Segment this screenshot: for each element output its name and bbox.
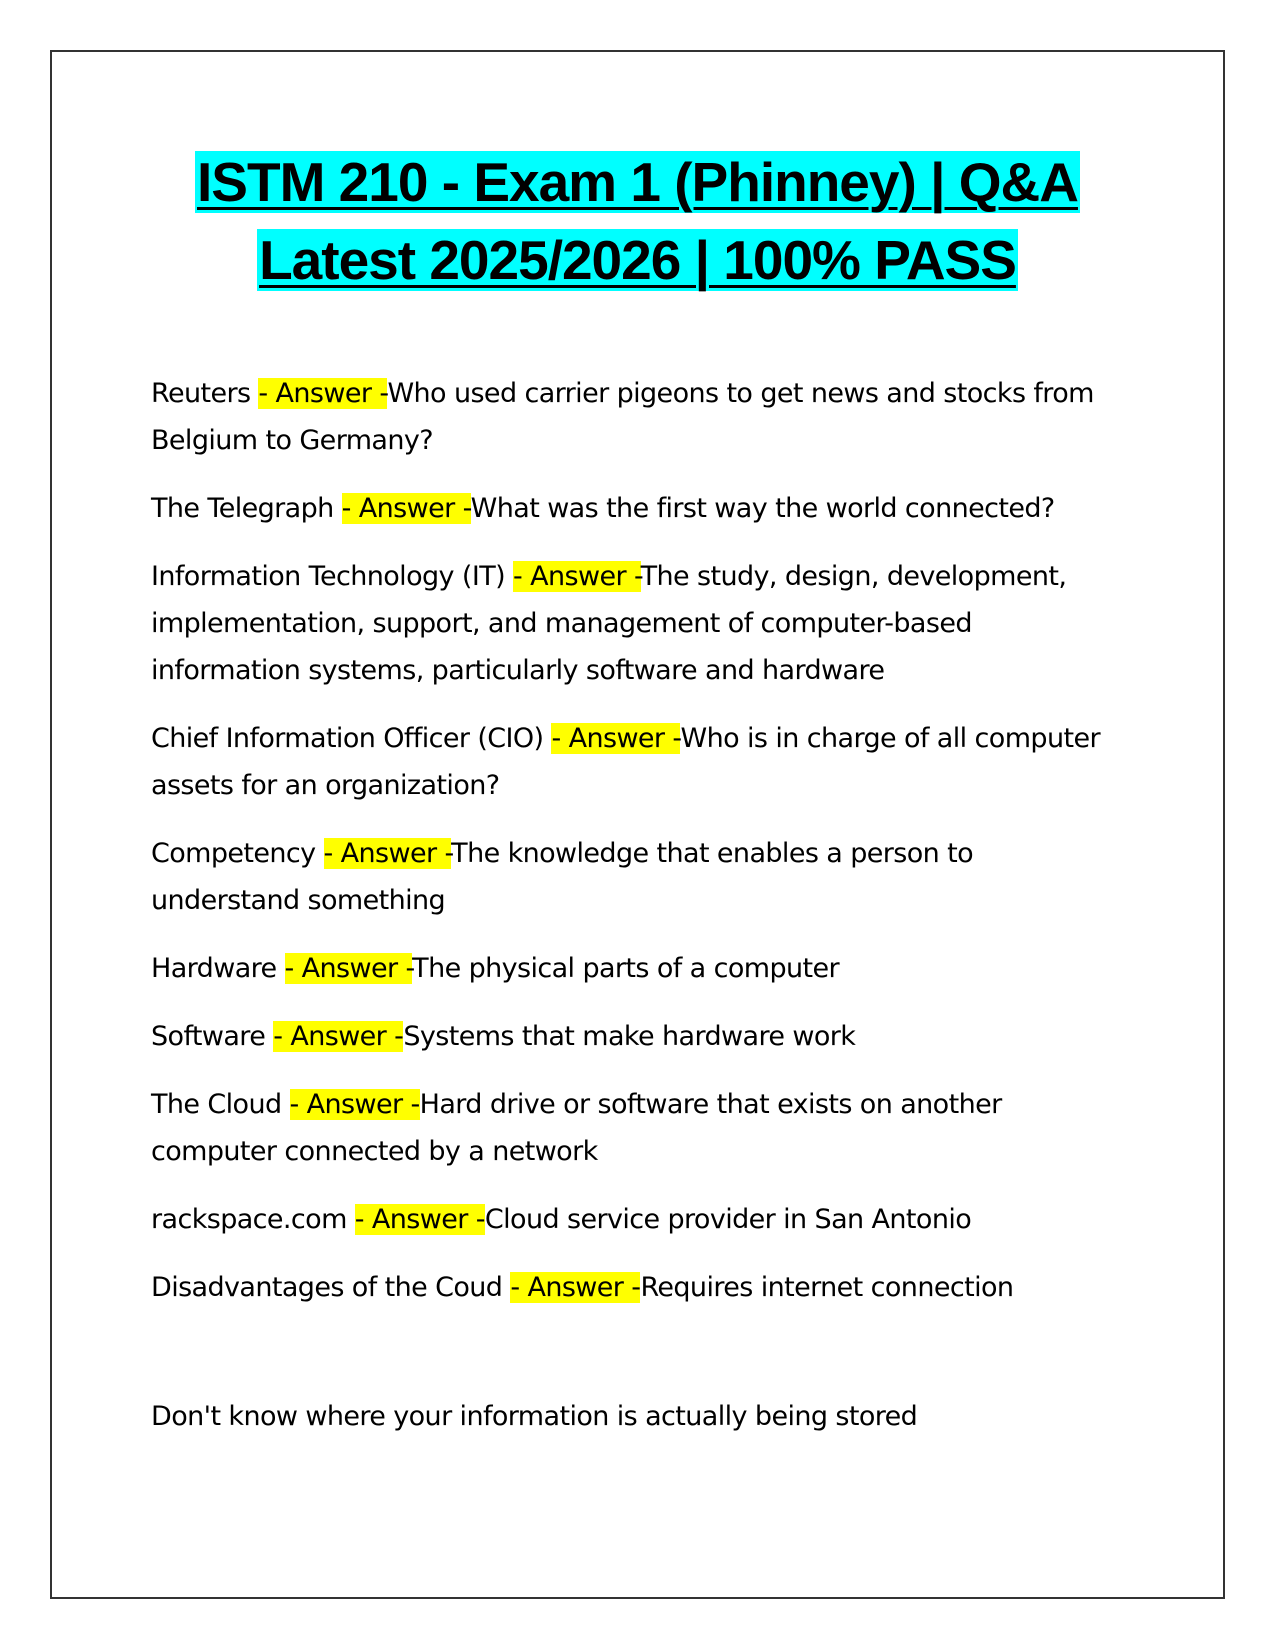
qa-item xyxy=(151,370,1111,464)
trailing-text: Don't know where your information is actually being stored xyxy=(151,1401,918,1432)
qa-definition: Who used carrier pigeons to get news and stocks from Belgium to Germany? xyxy=(151,378,1094,456)
qa-item xyxy=(151,1264,1111,1311)
qa-term: The Cloud xyxy=(151,1089,290,1120)
qa-item xyxy=(151,485,1111,532)
qa-definition: The physical parts of a computer xyxy=(412,953,840,984)
answer-marker: - Answer - xyxy=(510,1272,641,1303)
qa-definition: Cloud service provider in San Antonio xyxy=(484,1204,972,1235)
title-line-2-text: Latest 2025/2026 | 100% PASS xyxy=(259,229,1016,291)
qa-item xyxy=(151,715,1111,809)
qa-term: Hardware xyxy=(151,953,285,984)
qa-definition: Hard drive or software that exists on another computer connected by a network xyxy=(151,1089,1002,1167)
qa-item xyxy=(151,1196,1111,1243)
answer-marker: - Answer - xyxy=(273,1021,404,1052)
qa-definition: Who is in charge of all computer assets for an organization? xyxy=(151,723,1100,801)
answer-marker: - Answer - xyxy=(354,1204,485,1235)
qa-list xyxy=(151,370,1111,1467)
title-line-1 xyxy=(50,143,1225,221)
qa-definition: Systems that make hardware work xyxy=(403,1021,856,1052)
document-title xyxy=(50,143,1225,299)
qa-item xyxy=(151,1081,1111,1175)
title-line-1-text: ISTM 210 - Exam 1 (Phinney) | Q&A xyxy=(197,151,1078,213)
qa-term: Chief Information Officer (CIO) xyxy=(151,723,552,754)
qa-item xyxy=(151,553,1111,694)
qa-term: rackspace.com xyxy=(151,1204,355,1235)
qa-term: The Telegraph xyxy=(151,493,342,524)
qa-item xyxy=(151,945,1111,992)
answer-marker: - Answer - xyxy=(258,378,388,409)
answer-marker: - Answer - xyxy=(341,493,471,524)
qa-term: Disadvantages of the Coud xyxy=(151,1272,511,1303)
qa-item xyxy=(151,1013,1111,1060)
qa-definition: The knowledge that enables a person to understand something xyxy=(151,838,974,916)
qa-definition: What was the first way the world connected? xyxy=(470,493,1055,524)
answer-marker: - Answer - xyxy=(289,1089,420,1120)
answer-marker: - Answer - xyxy=(551,723,681,754)
qa-definition: Requires internet connection xyxy=(640,1272,1014,1303)
qa-definition: The study, design, development, implementation, support, and management of computer-based information systems, particularly software and hardware xyxy=(151,561,1067,686)
qa-term: Information Technology (IT) xyxy=(151,561,514,592)
answer-marker: - Answer - xyxy=(513,561,641,592)
qa-item xyxy=(151,830,1111,924)
answer-marker: - Answer - xyxy=(284,953,413,984)
qa-term: Competency xyxy=(151,838,324,869)
title-line-2 xyxy=(50,221,1225,299)
qa-term: Software xyxy=(151,1021,274,1052)
qa-term: Reuters xyxy=(151,378,259,409)
answer-marker: - Answer - xyxy=(323,838,452,869)
